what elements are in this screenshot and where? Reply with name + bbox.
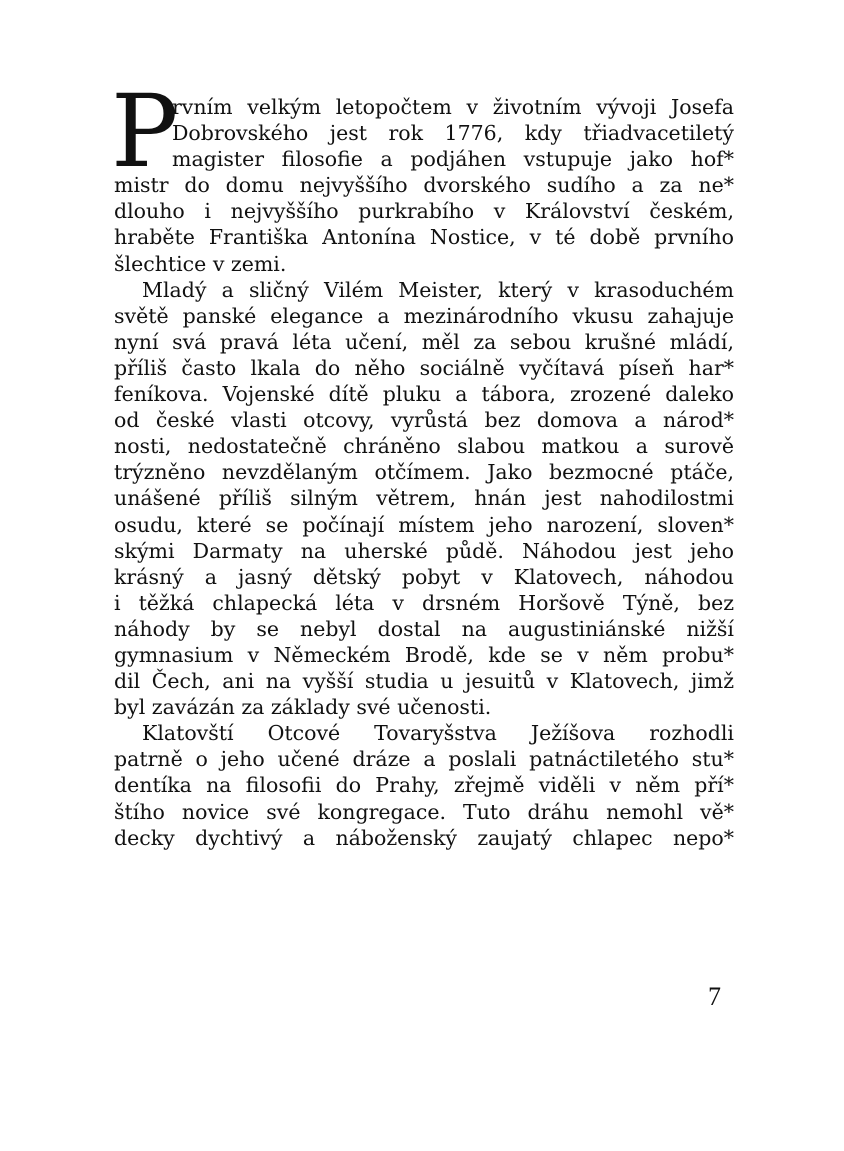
text-line: skými Darmaty na uherské půdě. Náhodou jest jeho bbox=[114, 538, 734, 563]
text-line: hraběte Františka Antonína Nostice, v té době prvního bbox=[114, 225, 734, 250]
text-line: Klatovští Otcové Tovaryšstva Ježíšova rozhodli bbox=[142, 721, 734, 746]
text-line: náhody by se nebyl dostal na augustiniánské nižší bbox=[114, 616, 734, 641]
text-line: patrně o jeho učené dráze a poslali patnáctiletého stu* bbox=[114, 747, 734, 772]
text-line: nosti, nedostatečně chráněno slabou matkou a surově bbox=[114, 434, 734, 459]
text-line: Mladý a sličný Vilém Meister, který v krasoduchém bbox=[142, 277, 734, 302]
text-line: dlouho i nejvyššího purkrabího v Království českém, bbox=[114, 199, 734, 224]
text-line: příliš často lkala do něho sociálně vyčítavá píseň har* bbox=[114, 355, 734, 380]
text-line: magister filosofie a podjáhen vstupuje jako hof* bbox=[172, 147, 734, 172]
text-line: nyní svá pravá léta učení, měl za sebou krušné mládí, bbox=[114, 329, 734, 354]
page-number: 7 bbox=[708, 982, 721, 1011]
text-line: i těžká chlapecká léta v drsném Horšově Týně, bez bbox=[114, 590, 734, 615]
text-line: trýzněno nevzdělaným otčímem. Jako bezmocné ptáče, bbox=[114, 460, 734, 485]
text-line: šlechtice v zemi. bbox=[114, 251, 287, 276]
text-line: osudu, které se počínají místem jeho narození, sloven* bbox=[114, 512, 734, 537]
text-line: unášené příliš silným větrem, hnán jest nahodilostmi bbox=[114, 486, 734, 511]
text-line: krásný a jasný dětský pobyt v Klatovech, náhodou bbox=[114, 564, 734, 589]
text-line: decky dychtivý a náboženský zaujatý chlapec nepo* bbox=[114, 825, 734, 850]
text-line: byl zavázán za základy své učenosti. bbox=[114, 695, 492, 720]
text-line: Dobrovského jest rok 1776, kdy třiadvacetiletý bbox=[172, 121, 734, 146]
body-text bbox=[111, 73, 734, 851]
text-line: rvním velkým letopočtem v životním vývoji Josefa bbox=[172, 95, 734, 119]
text-line: dil Čech, ani na vyšší studia u jesuitů v Klatovech, jimž bbox=[114, 669, 734, 694]
drop-cap: P bbox=[111, 73, 179, 190]
text-line: od české vlasti otcovy, vyrůstá bez domova a národ* bbox=[114, 408, 734, 433]
text-line: mistr do domu nejvyššího dvorského sudího a za ne* bbox=[114, 173, 734, 198]
text-line: dentíka na filosofii do Prahy, zřejmě viděli v něm pří* bbox=[114, 773, 734, 798]
text-line: feníkova. Vojenské dítě pluku a tábora, zrozené daleko bbox=[114, 382, 734, 407]
text-line: gymnasium v Německém Brodě, kde se v něm probu* bbox=[114, 642, 734, 667]
text-line: světě panské elegance a mezinárodního vkusu zahajuje bbox=[114, 303, 734, 328]
text-line: štího novice své kongregace. Tuto dráhu nemohl vě* bbox=[114, 799, 734, 824]
